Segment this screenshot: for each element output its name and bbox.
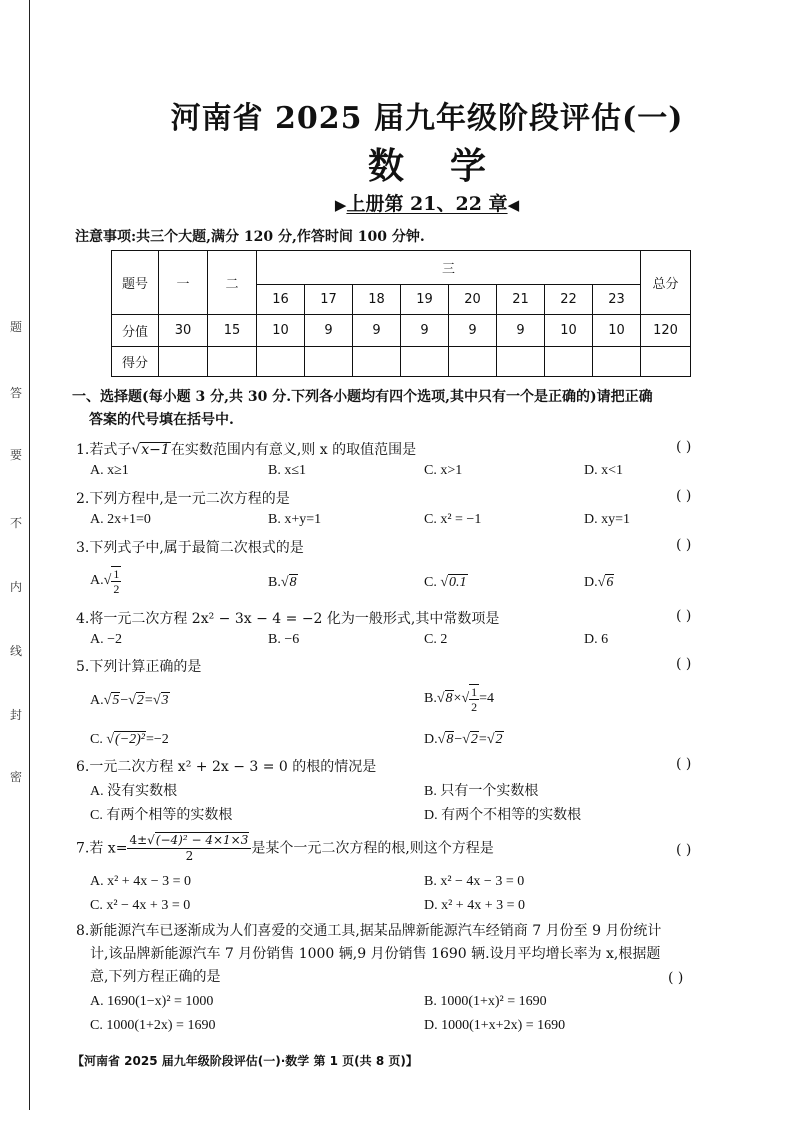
radical-icon: √ (131, 442, 141, 458)
option-a: A. 1690(1−x)² = 1000 (90, 994, 214, 1009)
option-c: C. 有两个相等的实数根 (90, 808, 233, 823)
header-q22: 22 (545, 285, 593, 315)
q1-post: 在实数范围内有意义,则 x 的取值范围是 (170, 442, 417, 458)
question-6-stem: 6.一元二次方程 x² + 2x − 3 = 0 的根的情况是 (76, 759, 377, 775)
option-a: A. 2x+1=0 (90, 512, 151, 527)
header-q20: 20 (449, 285, 497, 315)
answer-blank[interactable]: ( ) (676, 537, 692, 553)
radical-icon: √ (147, 833, 155, 847)
option-c: C. x>1 (424, 463, 463, 478)
option-d: D. 6 (584, 632, 609, 647)
exam-title: 河南省 2025 届九年级阶段评估(一) (170, 101, 684, 136)
radical-icon: √ (461, 691, 470, 707)
header-q23: 23 (593, 285, 641, 315)
radicand: 8 (446, 732, 454, 747)
question-3-stem: 3.下列式子中,属于最简二次根式的是 (76, 540, 304, 556)
points-cell: 10 (545, 315, 593, 347)
radical-icon: √ (103, 693, 112, 708)
section-1-line-1: 一、选择题(每小题 3 分,共 30 分.下列各小题均有四个选项,其中只有一个是正确的)请把正确 (72, 389, 653, 405)
option-b: B. 只有一个实数根 (424, 784, 539, 799)
option-d: D. xy=1 (584, 512, 631, 527)
score-input-cell[interactable] (449, 347, 497, 377)
section-1-instructions (72, 386, 732, 432)
seal-char: 封 (9, 708, 22, 722)
question-7-stem (76, 832, 494, 863)
operator: − (120, 693, 129, 708)
option-a: A. 没有实数根 (90, 784, 178, 799)
score-input-cell[interactable] (257, 347, 305, 377)
option-d: D. x² + 4x + 3 = 0 (424, 898, 525, 913)
fraction-numerator: 1 (471, 685, 478, 699)
option-c: C. 2 (424, 632, 448, 647)
option-a: A. −2 (90, 632, 123, 647)
operator: =4 (479, 691, 495, 707)
question-1-stem (76, 439, 416, 459)
radical-icon: √ (440, 575, 449, 590)
score-table (111, 250, 691, 377)
binding-line (29, 0, 30, 1110)
radical-icon: √ (437, 732, 446, 747)
option-c: C. x² = −1 (424, 512, 482, 527)
fraction (127, 832, 251, 863)
points-cell: 9 (401, 315, 449, 347)
option-a: A. x² + 4x − 3 = 0 (90, 874, 191, 889)
option-d (584, 574, 614, 591)
radical-icon: √ (597, 575, 606, 590)
operator: = (144, 693, 153, 708)
option-label: D. (584, 575, 598, 590)
option-a: A. x≥1 (90, 463, 129, 478)
option-c (424, 574, 468, 591)
chapter-range (60, 189, 794, 216)
seal-char: 密 (9, 770, 22, 784)
header-q21: 21 (497, 285, 545, 315)
seal-char: 不 (9, 516, 22, 530)
radicand: 2 (495, 732, 503, 747)
header-part-2: 二 (208, 251, 257, 315)
radicand: 3 (161, 693, 169, 708)
q1-pre: 1.若式子 (76, 442, 132, 458)
option-label: B. (268, 575, 281, 590)
option-label: C. (424, 575, 437, 590)
radical-icon: √ (128, 693, 136, 708)
radical-icon: √ (486, 732, 495, 747)
question-8-stem (76, 920, 736, 989)
header-q18: 18 (353, 285, 401, 315)
score-input-cell[interactable] (545, 347, 593, 377)
header-q17: 17 (305, 285, 353, 315)
seal-char: 内 (9, 580, 22, 594)
option-d: D. x<1 (584, 463, 624, 478)
answer-blank[interactable]: ( ) (676, 656, 692, 672)
points-cell: 9 (497, 315, 545, 347)
radicand: 0.1 (449, 575, 467, 590)
radicand: 8 (445, 691, 453, 707)
option-b: B. x² − 4x − 3 = 0 (424, 874, 525, 889)
points-cell: 15 (208, 315, 257, 347)
header-question-no: 题号 (112, 251, 159, 315)
option-label: A. (90, 693, 104, 708)
header-part-3: 三 (257, 251, 641, 285)
option-label: B. (424, 691, 437, 707)
option-c (90, 731, 169, 748)
operator: − (454, 732, 463, 747)
radical-icon: √ (436, 691, 445, 707)
q8-line-2: 计,该品牌新能源汽车 7 月份销售 1000 辆,9 月份销售 1690 辆.设月平均增长率为 x,根据题 (90, 946, 661, 962)
seal-char: 要 (9, 448, 22, 462)
q7-post: 是某个一元二次方程的根,则这个方程是 (251, 840, 494, 857)
score-input-cell[interactable] (641, 347, 691, 377)
seal-char: 答 (9, 386, 22, 400)
radical-icon: √ (462, 732, 470, 747)
q8-line-1: 8.新能源汽车已逐渐成为人们喜爱的交通工具,据某品牌新能源汽车经销商 7 月份至 9 月份统计 (76, 923, 662, 939)
score-input-cell[interactable] (305, 347, 353, 377)
header-part-1: 一 (159, 251, 208, 315)
points-label: 分值 (112, 315, 159, 347)
points-cell: 10 (257, 315, 305, 347)
q7-pre: 7.若 x= (76, 840, 128, 857)
score-label: 得分 (112, 347, 159, 377)
points-cell: 30 (159, 315, 208, 347)
score-input-cell[interactable] (208, 347, 257, 377)
option-b: B. −6 (268, 632, 300, 647)
fraction-numerator (127, 832, 251, 849)
score-input-cell[interactable] (353, 347, 401, 377)
subject-title: 数学 (367, 146, 532, 187)
answer-blank[interactable]: ( ) (676, 608, 692, 624)
radicand: 5 (112, 693, 120, 708)
q8-line-3: 意,下列方程正确的是 (90, 969, 221, 985)
score-input-cell[interactable] (593, 347, 641, 377)
operator: = (478, 732, 487, 747)
notice: 注意事项:共三个大题,满分 120 分,作答时间 100 分钟. (75, 229, 425, 245)
option-b: B. 1000(1+x)² = 1690 (424, 994, 547, 1009)
fraction-denominator: 2 (471, 700, 478, 714)
fraction-numerator: 1 (113, 567, 120, 581)
operator: =−2 (146, 732, 169, 747)
section-1-line-2: 答案的代号填在括号中. (89, 412, 234, 428)
triangle-left-icon: ◀ (507, 196, 520, 214)
option-b (268, 574, 298, 591)
points-cell: 9 (305, 315, 353, 347)
score-input-cell[interactable] (401, 347, 449, 377)
option-b: B. x≤1 (268, 463, 307, 478)
option-label: D. (424, 732, 438, 747)
option-d (424, 731, 504, 748)
answer-blank[interactable]: ( ) (676, 756, 692, 772)
radicand: (−2)² (115, 732, 145, 747)
header-total: 总分 (641, 251, 691, 315)
score-input-cell[interactable] (497, 347, 545, 377)
question-5-stem: 5.下列计算正确的是 (76, 659, 202, 675)
radicand: 6 (606, 575, 614, 590)
page-footer: 【河南省 2025 届九年级阶段评估(一)·数学 第 1 页(共 8 页)】 (72, 1054, 418, 1068)
radical-icon: √ (152, 693, 161, 708)
option-b: B. x+y=1 (268, 512, 322, 527)
fraction-denominator: 2 (185, 849, 194, 863)
option-b (424, 684, 494, 714)
points-cell: 120 (641, 315, 691, 347)
answer-blank[interactable]: ( ) (676, 439, 692, 455)
option-a (90, 566, 121, 596)
points-cell: 9 (449, 315, 497, 347)
numerator-prefix: 4± (129, 833, 148, 847)
operator: × (453, 691, 462, 707)
option-c: C. x² − 4x + 3 = 0 (90, 898, 191, 913)
radicand: 8 (289, 575, 297, 590)
answer-blank[interactable]: ( ) (668, 970, 684, 986)
header-q16: 16 (257, 285, 305, 315)
fraction (469, 684, 479, 714)
fraction (111, 566, 121, 596)
option-c: C. 1000(1+2x) = 1690 (90, 1018, 216, 1033)
radicand: (−4)² − 4×1×3 (155, 833, 249, 847)
option-d: D. 有两个不相等的实数根 (424, 808, 582, 823)
option-d: D. 1000(1+x+2x) = 1690 (424, 1018, 566, 1033)
radicand: 2 (470, 732, 478, 747)
option-label: A. (90, 573, 104, 589)
points-cell: 10 (593, 315, 641, 347)
radical-icon: √ (103, 573, 112, 589)
radical-icon: √ (280, 575, 289, 590)
option-a (90, 692, 170, 709)
question-2-stem: 2.下列方程中,是一元二次方程的是 (76, 491, 290, 507)
chapter-text: 上册第 21、22 章 (346, 193, 508, 215)
answer-blank[interactable]: ( ) (676, 488, 692, 504)
question-4-stem: 4.将一元二次方程 2x² − 3x − 4 = −2 化为一般形式,其中常数项是 (76, 611, 500, 627)
radical-icon: √ (106, 732, 115, 747)
score-input-cell[interactable] (159, 347, 208, 377)
fraction-denominator: 2 (113, 582, 120, 596)
points-cell: 9 (353, 315, 401, 347)
option-label: C. (90, 732, 103, 747)
header-q19: 19 (401, 285, 449, 315)
answer-blank[interactable]: ( ) (676, 842, 692, 858)
triangle-right-icon: ▶ (334, 196, 347, 214)
radicand: 2 (136, 693, 144, 708)
seal-char: 线 (9, 644, 22, 658)
q1-radicand: x−1 (141, 442, 170, 458)
seal-char: 题 (9, 320, 22, 334)
